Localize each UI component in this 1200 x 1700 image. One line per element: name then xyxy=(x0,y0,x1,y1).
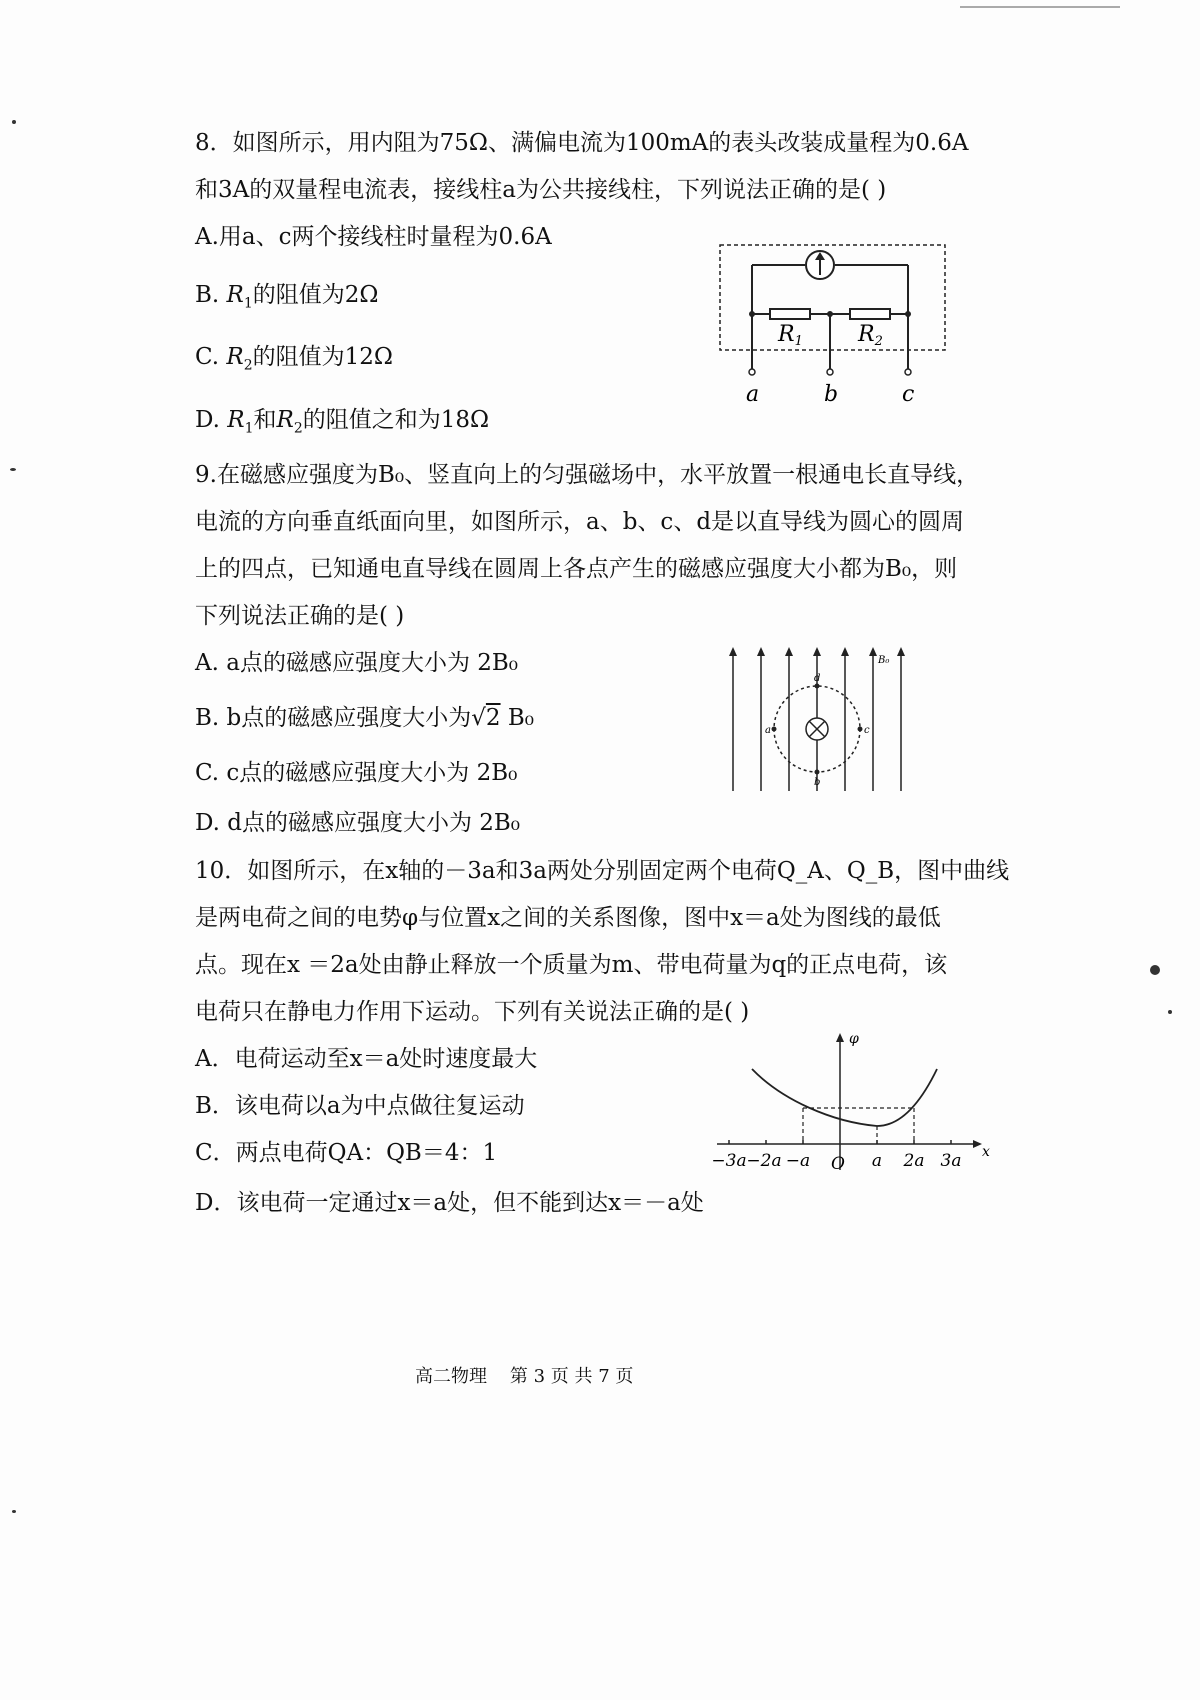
q9-stem-line-1: 9.在磁感应强度为B₀、竖直向上的匀强磁场中，水平放置一根通电长直导线， xyxy=(195,462,980,488)
q9-field-figure xyxy=(725,645,910,795)
q8-option-d-var1: R xyxy=(227,407,245,433)
label-b: b xyxy=(814,777,821,788)
galvanometer-icon xyxy=(806,251,834,279)
tick-labels xyxy=(711,1151,961,1174)
current-into-page-icon xyxy=(806,718,828,740)
x-axis-arrow-icon xyxy=(973,1140,982,1148)
q8-option-c-suffix: 的阻值为12Ω xyxy=(252,344,393,370)
scan-speck xyxy=(1150,965,1160,975)
q10-stem-line-1: 10．如图所示，在x轴的－3a和3a两处分别固定两个电荷Q_A、Q_B，图中曲线 xyxy=(195,858,1010,884)
q8-option-d-var2: R xyxy=(276,407,294,433)
q9-stem-line-3: 上的四点，已知通电直导线在圆周上各点产生的磁感应强度大小都为B₀，则 xyxy=(195,556,958,582)
q8-option-c-sub: 2 xyxy=(243,357,253,374)
q10-potential-graph xyxy=(712,1030,992,1180)
y-axis-arrow-icon xyxy=(836,1033,844,1042)
footer-page-number: 第 3 页 共 7 页 xyxy=(509,1366,634,1387)
scan-artifact-line xyxy=(960,6,1120,8)
scan-speck xyxy=(1168,1010,1172,1014)
tick-label: 2a xyxy=(903,1151,925,1171)
potential-curve xyxy=(752,1069,937,1126)
point-a xyxy=(772,727,777,732)
point-c xyxy=(858,727,863,732)
q8-option-d-sub2: 2 xyxy=(293,420,303,437)
q8-option-b-prefix: B. xyxy=(195,282,227,308)
resistor-r2 xyxy=(850,309,890,319)
q10-option-c: C．两点电荷QA：QB＝4：1 xyxy=(195,1140,498,1166)
q10-stem-line-2: 是两电荷之间的电势φ与位置x之间的关系图像，图中x＝a处为图线的最低 xyxy=(195,905,941,931)
terminal-post-c xyxy=(905,369,911,375)
resistor-r1 xyxy=(770,309,810,319)
q8-stem-line-2: 和3A的双量程电流表，接线柱a为公共接线柱，下列说法正确的是( ) xyxy=(195,177,887,203)
q9-option-c: C. c点的磁感应强度大小为 2B₀ xyxy=(195,760,518,786)
q10-stem-line-3: 点。现在x ＝2a处由静止释放一个质量为m、带电荷量为q的正点电荷，该 xyxy=(195,952,948,978)
q9-option-a: A. a点的磁感应强度大小为 2B₀ xyxy=(195,650,519,676)
tick-label: −a xyxy=(785,1151,811,1171)
r2-label: R2 xyxy=(858,322,883,349)
label-c: c xyxy=(864,725,870,736)
sqrt-radicand: 2 xyxy=(485,705,501,731)
terminal-label-c: c xyxy=(902,382,915,407)
q8-option-d-mid: 和 xyxy=(253,407,277,433)
q8-option-c xyxy=(195,342,393,381)
q8-option-a: A.用a、c两个接线柱时量程为0.6A xyxy=(195,224,552,250)
scan-speck xyxy=(12,120,16,124)
q8-option-b-sub: 1 xyxy=(243,295,253,312)
r1-label: R1 xyxy=(778,322,803,349)
scan-speck xyxy=(12,1510,16,1513)
q8-option-d-suffix: 的阻值之和为18Ω xyxy=(302,407,490,433)
x-axis-label: x xyxy=(982,1144,990,1160)
q9-stem-line-4: 下列说法正确的是( ) xyxy=(195,603,405,629)
terminal-post-a xyxy=(749,369,755,375)
q8-option-c-prefix: C. xyxy=(195,344,227,370)
tick-label: a xyxy=(871,1151,883,1171)
sqrt-sign: √ xyxy=(471,705,486,731)
label-a: a xyxy=(765,725,771,736)
q8-option-d-prefix: D. xyxy=(195,407,228,433)
q8-option-b-var: R xyxy=(226,282,244,308)
tick-label: O xyxy=(831,1154,845,1174)
point-b xyxy=(815,770,820,775)
dashed-guides xyxy=(803,1108,914,1144)
terminal-label-a: a xyxy=(746,382,760,407)
q9-stem-line-2: 电流的方向垂直纸面向里，如图所示，a、b、c、d是以直导线为圆心的圆周 xyxy=(195,509,965,535)
q10-option-d: D．该电荷一定通过x＝a处，但不能到达x＝－a处 xyxy=(195,1190,704,1216)
tick-label: −2a xyxy=(746,1151,782,1171)
terminal-post-b xyxy=(827,369,833,375)
q8-option-d-sub1: 1 xyxy=(244,420,254,437)
terminal-label-b: b xyxy=(824,382,839,407)
q9-option-b-suffix: B₀ xyxy=(500,705,534,731)
q8-option-b xyxy=(195,280,378,319)
footer-subject: 高二物理 xyxy=(415,1366,487,1387)
tick-label: 3a xyxy=(940,1151,962,1171)
q9-option-b xyxy=(195,703,534,733)
q9-option-d: D. d点的磁感应强度大小为 2B₀ xyxy=(195,810,521,836)
q10-option-b: B．该电荷以a为中点做往复运动 xyxy=(195,1093,525,1119)
q8-stem-line-1: 8．如图所示，用内阻为75Ω、满偏电流为100mA的表头改装成量程为0.6A xyxy=(195,130,969,156)
q9-option-b-prefix: B. b点的磁感应强度大小为 xyxy=(195,705,472,731)
tick-label: −3a xyxy=(711,1151,747,1171)
q10-stem-line-4: 电荷只在静电力作用下运动。下列有关说法正确的是( ) xyxy=(195,999,750,1025)
point-d xyxy=(815,684,820,689)
page-footer xyxy=(415,1362,633,1388)
field-label-b0: B₀ xyxy=(878,655,890,666)
q10-option-a: A．电荷运动至x＝a处时速度最大 xyxy=(195,1046,538,1072)
y-axis-label: φ xyxy=(849,1031,859,1047)
q8-option-c-var: R xyxy=(226,344,244,370)
label-d: d xyxy=(814,673,821,684)
q8-circuit-figure xyxy=(710,235,960,410)
scan-speck xyxy=(10,468,16,471)
q8-option-b-suffix: 的阻值为2Ω xyxy=(252,282,379,308)
q8-option-d xyxy=(195,405,489,444)
